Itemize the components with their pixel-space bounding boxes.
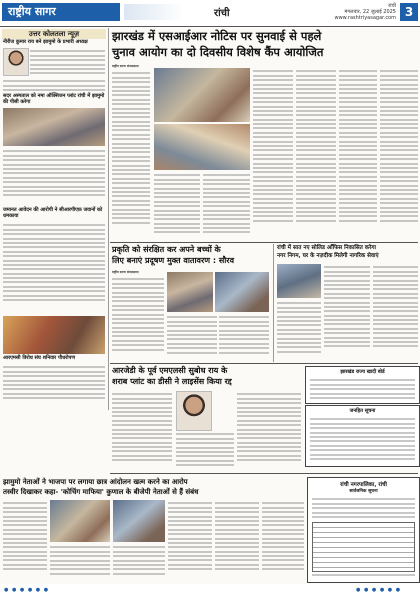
lead-byline: राष्ट्रीय सागर संवाददाता [112,64,139,68]
lead-body-col-1 [112,70,150,240]
lead-headline-line-2: चुनाव आयोग का दो दिवसीय विशेष कैंप आयोजित [112,45,324,59]
story-5-body-col-2 [50,544,110,580]
story-4-body-col-1 [112,391,172,471]
left-brief-1-headline: नीरीज कुमार राय बने झामुमो के प्रभारी अध्यक्ष [3,39,88,45]
story-5-headline-line-2: तस्वीर दिखाकर कहा- 'कोचिंग माफिया' कुणाल के बीजेपी नेताओं से हैं संबंध [3,488,199,496]
story-2-byline: राष्ट्रीय सागर संवाददाता [112,270,139,274]
story-4-headline-line-2: शराब प्लांट का डीसी ने लाइसेंस किया रद्द [112,377,232,386]
masthead [0,0,420,26]
date-line-city: रांची [388,3,396,9]
story-3-body-col-2 [324,264,370,362]
lead-body-col-2 [154,172,200,242]
left-brief-4-headline: आरएमसी विरोध संघ शनिवार पौधरोपण [3,355,75,361]
lead-photo-camp [154,68,250,122]
hospital-photo [3,108,105,146]
date-line-date: मंगलवार, 22 जुलाई 2025 [344,9,396,15]
left-section-title: उत्तर कोलतला न्यूज़ [2,29,106,39]
reporter-photo [3,48,29,76]
notice-municipality [307,477,420,583]
page-number: 3 [400,3,418,21]
left-brief-2-headline: सदर अस्पताल को नमा ऑक्सिजन प्लांट रांची में झामुमो की पीसी करेगा [3,93,105,105]
notice-2-title: जनहित सूचना [349,408,376,414]
lead-photo-counter [154,124,250,170]
story-4-headline-line-1: आरजेडी के पूर्व एमएलसी सुबोध राय के [112,366,228,375]
notice-3-table [312,522,415,572]
story-5-body-col-5 [215,500,259,580]
newspaper-brand: राष्ट्रीय सागर [2,3,120,21]
story-2-bottom-divider [110,363,418,364]
story-5-body-col-1 [3,500,47,580]
notice-3-title: रांची नगरपालिका, रांची [340,482,387,488]
story-2-photo-right [215,272,269,312]
lead-headline-line-1: झारखंड में एसआईआर नोटिस पर सुनवाई से पहले [112,29,322,43]
story-4-person-photo [176,391,212,431]
date-line [300,3,396,21]
notice-3-subtitle: सार्वजनिक सूचना [349,489,378,494]
left-brief-4-body [3,364,105,408]
story-3-photo [277,264,321,298]
story-5-photo-leaders [113,500,165,542]
story-4-body-col-2 [176,431,234,471]
lead-body-col-7 [380,68,418,240]
story-3-body-col-3 [373,264,418,362]
left-brief-1-body [30,48,105,78]
procession-photo [3,316,105,354]
story-2-body-col-3 [219,314,269,362]
story-3-headline-line-2: नगर निगम, घर के नज़दीक मिलेगी नागरिक सेवाएं [277,253,379,259]
left-brief-3-body [3,222,105,314]
notice-2-body [310,416,415,464]
story-2-body-col-2 [167,314,217,362]
story-5-headline-line-1: झामुमो नेताओं ने भाजपा पर लगाया छात्र आंदोलन खत्म करने का आरोप [3,478,188,486]
left-brief-1-body-cont [3,78,105,92]
story-5-photo-press [50,500,110,542]
story-5-body-col-3 [113,544,165,580]
story-5-body-col-6 [262,500,304,580]
lead-body-col-4 [253,68,293,240]
story-4-bottom-divider [110,473,418,474]
registration-marks-right: ● ● ● ● ● ● [356,587,402,593]
lead-body-col-3 [203,172,250,242]
story-2-headline-line-2: लिए बनाएं प्रदूषण मुक्त वातावरण : सौरव [112,256,235,265]
masthead-divider [0,26,420,27]
story-4-body-col-3 [237,391,301,471]
story-2-divider [273,244,274,362]
story-2-headline-line-1: प्रकृति को संरक्षित कर अपने बच्चों के [112,245,221,254]
left-column-divider [108,28,109,410]
notice-1-body [310,377,415,401]
brand-decoration-icon [124,4,184,20]
registration-marks-left: ● ● ● ● ● ● [4,587,50,593]
story-5-body-col-4 [168,500,212,580]
story-2-body-col-1 [112,276,164,362]
left-brief-3-headline: जमानत आवेदन की आरोपी ने सीआरपीएफ़ जवानों को धमकाया [3,207,103,219]
story-3-headline-line-1: रांची में सात नए सोलिड आँफिस निकासित करेगा [277,245,376,251]
lead-body-col-6 [339,68,377,240]
lead-body-col-5 [296,68,336,240]
story-2-photo-left [167,272,213,312]
edition-city: रांची [214,8,230,19]
notice-public-info [305,405,420,467]
notice-3-body [312,496,415,520]
story-3-body-col-1 [277,300,321,362]
left-brief-2-body [3,148,105,206]
notice-3-footer [312,572,415,580]
notice-khadi-board [305,366,420,404]
lead-bottom-divider [110,242,418,243]
notice-1-title: झारखंड राज्य खादी बोर्ड [340,369,385,375]
website: www.rashtriyasagar.com [334,15,396,21]
